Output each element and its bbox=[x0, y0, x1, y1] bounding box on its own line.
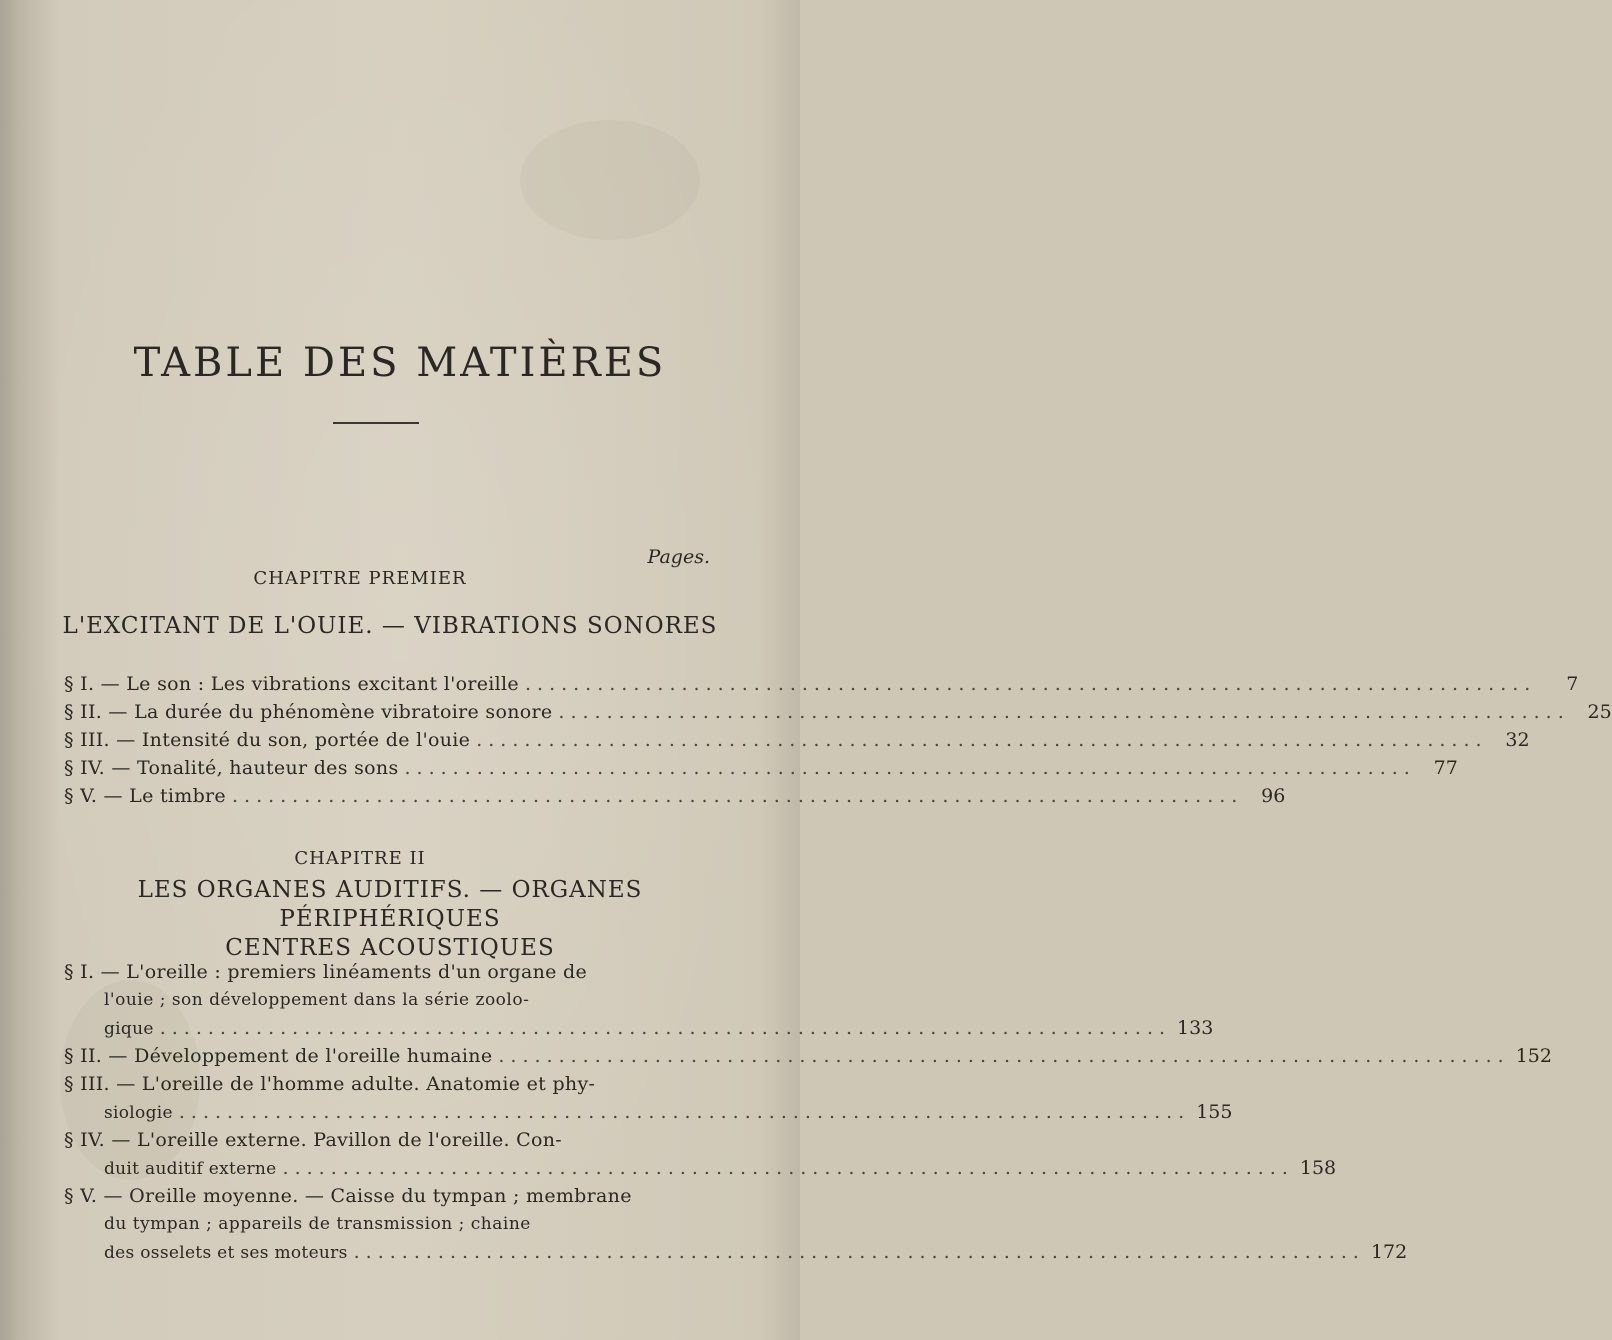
toc-entry-text: § III. — L'oreille de l'homme adulte. Anatomie et phy- bbox=[64, 1073, 596, 1095]
dot-leaders: .................................................................................... bbox=[476, 729, 1488, 751]
toc-entry[interactable] bbox=[64, 1182, 1408, 1266]
chapter-label: CHAPITRE PREMIER bbox=[253, 568, 467, 589]
toc-entry-text: duit auditif externe bbox=[104, 1159, 277, 1179]
toc-entry-text: l'ouie ; son développement dans la série zoolo- bbox=[104, 990, 530, 1010]
toc-page-number: 172 bbox=[1370, 1241, 1408, 1263]
title-divider bbox=[333, 422, 419, 424]
dot-leaders: .................................................................................... bbox=[231, 785, 1244, 807]
toc-entry[interactable] bbox=[64, 1042, 1552, 1070]
toc-page-number: 155 bbox=[1196, 1101, 1233, 1123]
paper-stain bbox=[520, 120, 700, 240]
toc-entry-text: § V. — Oreille moyenne. — Caisse du tympan ; membrane bbox=[64, 1185, 632, 1207]
chapter-label: CHAPITRE II bbox=[294, 848, 426, 869]
toc-page-number: 77 bbox=[1433, 757, 1458, 779]
dot-leaders: .................................................................................... bbox=[524, 673, 1537, 695]
toc-page-number: 158 bbox=[1299, 1157, 1337, 1179]
toc-entry[interactable] bbox=[64, 1070, 1233, 1126]
toc-entry-text: § V. — Le timbre bbox=[64, 785, 226, 807]
dot-leaders: .................................................................................... bbox=[159, 1017, 1172, 1039]
toc-page-number: 7 bbox=[1566, 673, 1579, 695]
chapter-title-line: LES ORGANES AUDITIFS. — ORGANES PÉRIPHÉRIQUES bbox=[137, 877, 643, 932]
page-title: TABLE DES MATIÈRES bbox=[133, 340, 667, 386]
toc-list bbox=[64, 958, 1552, 1266]
toc-entry-text: § I. — L'oreille : premiers linéaments d'un organe de bbox=[64, 961, 588, 983]
toc-entry-text: § I. — Le son : Les vibrations excitant l'oreille bbox=[64, 673, 519, 695]
toc-entry[interactable] bbox=[64, 698, 1612, 726]
dot-leaders: .................................................................................... bbox=[558, 701, 1570, 723]
dot-leaders: .................................................................................... bbox=[178, 1101, 1191, 1123]
dot-leaders: .................................................................................... bbox=[404, 757, 1416, 779]
chapter-title-line: L'EXCITANT DE L'OUIE. — VIBRATIONS SONORES bbox=[62, 613, 718, 639]
toc-entry-text: § IV. — Tonalité, hauteur des sons bbox=[64, 757, 399, 779]
toc-page-number: 133 bbox=[1177, 1017, 1214, 1039]
toc-page-number: 32 bbox=[1505, 729, 1530, 751]
toc-entry[interactable] bbox=[64, 670, 1579, 698]
toc-entry-text: des osselets et ses moteurs bbox=[104, 1243, 348, 1263]
pages-column-label: Pages. bbox=[647, 546, 710, 568]
chapter-title bbox=[50, 612, 730, 641]
chapter-title bbox=[50, 876, 730, 963]
dot-leaders: .................................................................................... bbox=[353, 1241, 1365, 1263]
toc-page-number: 25 bbox=[1587, 701, 1612, 723]
toc-entry-text: siologie bbox=[104, 1103, 173, 1123]
toc-entry[interactable] bbox=[64, 754, 1458, 782]
toc-list bbox=[64, 670, 1612, 810]
chapter-title-line: CENTRES ACOUSTIQUES bbox=[225, 935, 555, 961]
toc-entry-text: gique bbox=[104, 1019, 154, 1039]
toc-entry-text: § IV. — L'oreille externe. Pavillon de l'oreille. Con- bbox=[64, 1129, 562, 1151]
toc-entry[interactable] bbox=[64, 726, 1530, 754]
toc-entry[interactable] bbox=[64, 958, 1214, 1042]
toc-entry-text: § II. — Développement de l'oreille humaine bbox=[64, 1045, 493, 1067]
dot-leaders: .................................................................................... bbox=[282, 1157, 1294, 1179]
toc-page-number: 152 bbox=[1515, 1045, 1552, 1067]
dot-leaders: .................................................................................... bbox=[498, 1045, 1510, 1067]
toc-entry-text: du tympan ; appareils de transmission ; chaine bbox=[104, 1214, 531, 1234]
toc-page-number: 96 bbox=[1261, 785, 1286, 807]
toc-entry[interactable] bbox=[64, 782, 1286, 810]
toc-entry[interactable] bbox=[64, 1126, 1337, 1182]
toc-entry-text: § II. — La durée du phénomène vibratoire sonore bbox=[64, 701, 553, 723]
toc-entry-text: § III. — Intensité du son, portée de l'ouie bbox=[64, 729, 471, 751]
